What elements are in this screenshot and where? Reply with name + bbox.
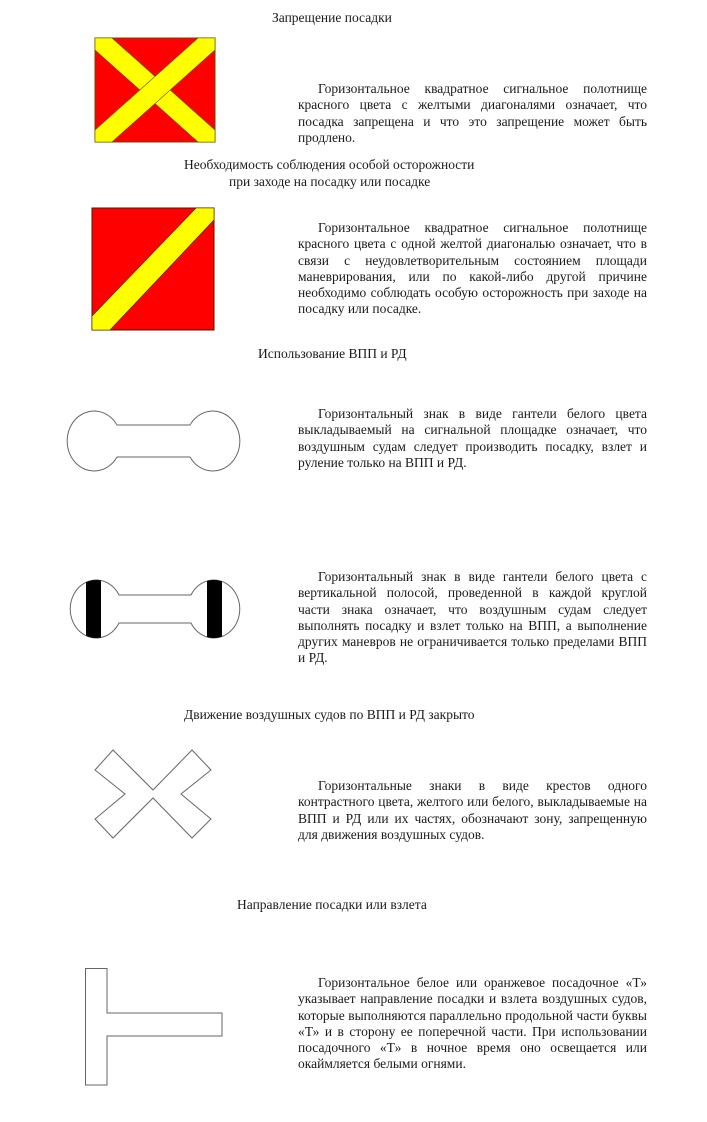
white-dumbbell-with-bars-icon (67, 579, 243, 639)
paragraph-movement-closed: Горизонтальные знаки в виде крестов одного контрастного цвета, желтого или белого, выкладываемые на ВПП и РД или их частях, обозначают зону, запрещенную для движения воздушных судов. (298, 778, 647, 842)
heading-movement-closed: Движение воздушных судов по ВПП и РД закрыто (184, 707, 475, 722)
heading-landing-prohibited: Запрещение посадки (272, 10, 392, 25)
red-flag-one-yellow-diagonal-icon (92, 208, 214, 330)
red-flag-yellow-diagonals-icon (95, 38, 215, 142)
landing-t-icon (85, 968, 225, 1086)
heading-special-caution-line2: при заходе на посадку или посадке (229, 174, 431, 189)
heading-runway-taxiway-use: Использование ВПП и РД (258, 346, 407, 361)
paragraph-runway-taxiway-use: Горизонтальный знак в виде гантели белого цвета выкладываемый на сигнальной площадке означает, что воздушным судам следует производить посадку, взлет и руление только на ВПП и РД. (298, 406, 647, 470)
heading-landing-direction: Направление посадки или взлета (237, 897, 427, 912)
right-black-bar (207, 579, 222, 639)
paragraph-landing-prohibited: Горизонтальное квадратное сигнальное полотнище красного цвета с желтыми диагоналями означает, что посадка запрещена и что это запрещение может быть продлено. (298, 81, 647, 145)
paragraph-landing-direction: Горизонтальное белое или оранжевое посадочное «Т» указывает направление посадки и взлета воздушных судов, которые выполняются параллельно продольной части буквы «Т» и в сторону ее поперечной части. При использовании посадочного «Т» в ночное время оно освещается или окаймляется белыми огнями. (298, 975, 647, 1072)
white-dumbbell-icon (62, 410, 244, 472)
heading-special-caution-line1: Необходимость соблюдения особой осторожности (184, 157, 475, 172)
left-black-bar (86, 579, 101, 639)
closed-cross-icon (95, 749, 211, 839)
paragraph-runway-only: Горизонтальный знак в виде гантели белого цвета с вертикальной полосой, проведенной в каждой круглой части знака означает, что воздушным судам следует выполнять посадку и взлет только на ВПП, а выполнение других маневров не ограничивается только пределами ВПП и РД. (298, 569, 647, 666)
paragraph-special-caution: Горизонтальное квадратное сигнальное полотнище красного цвета с одной желтой диагональю означает, что в связи с неудовлетворительным состоянием площади маневрирования, или по какой-либо другой причине необходимо соблюдать особую осторожность при заходе на посадку или посадке. (298, 220, 647, 317)
